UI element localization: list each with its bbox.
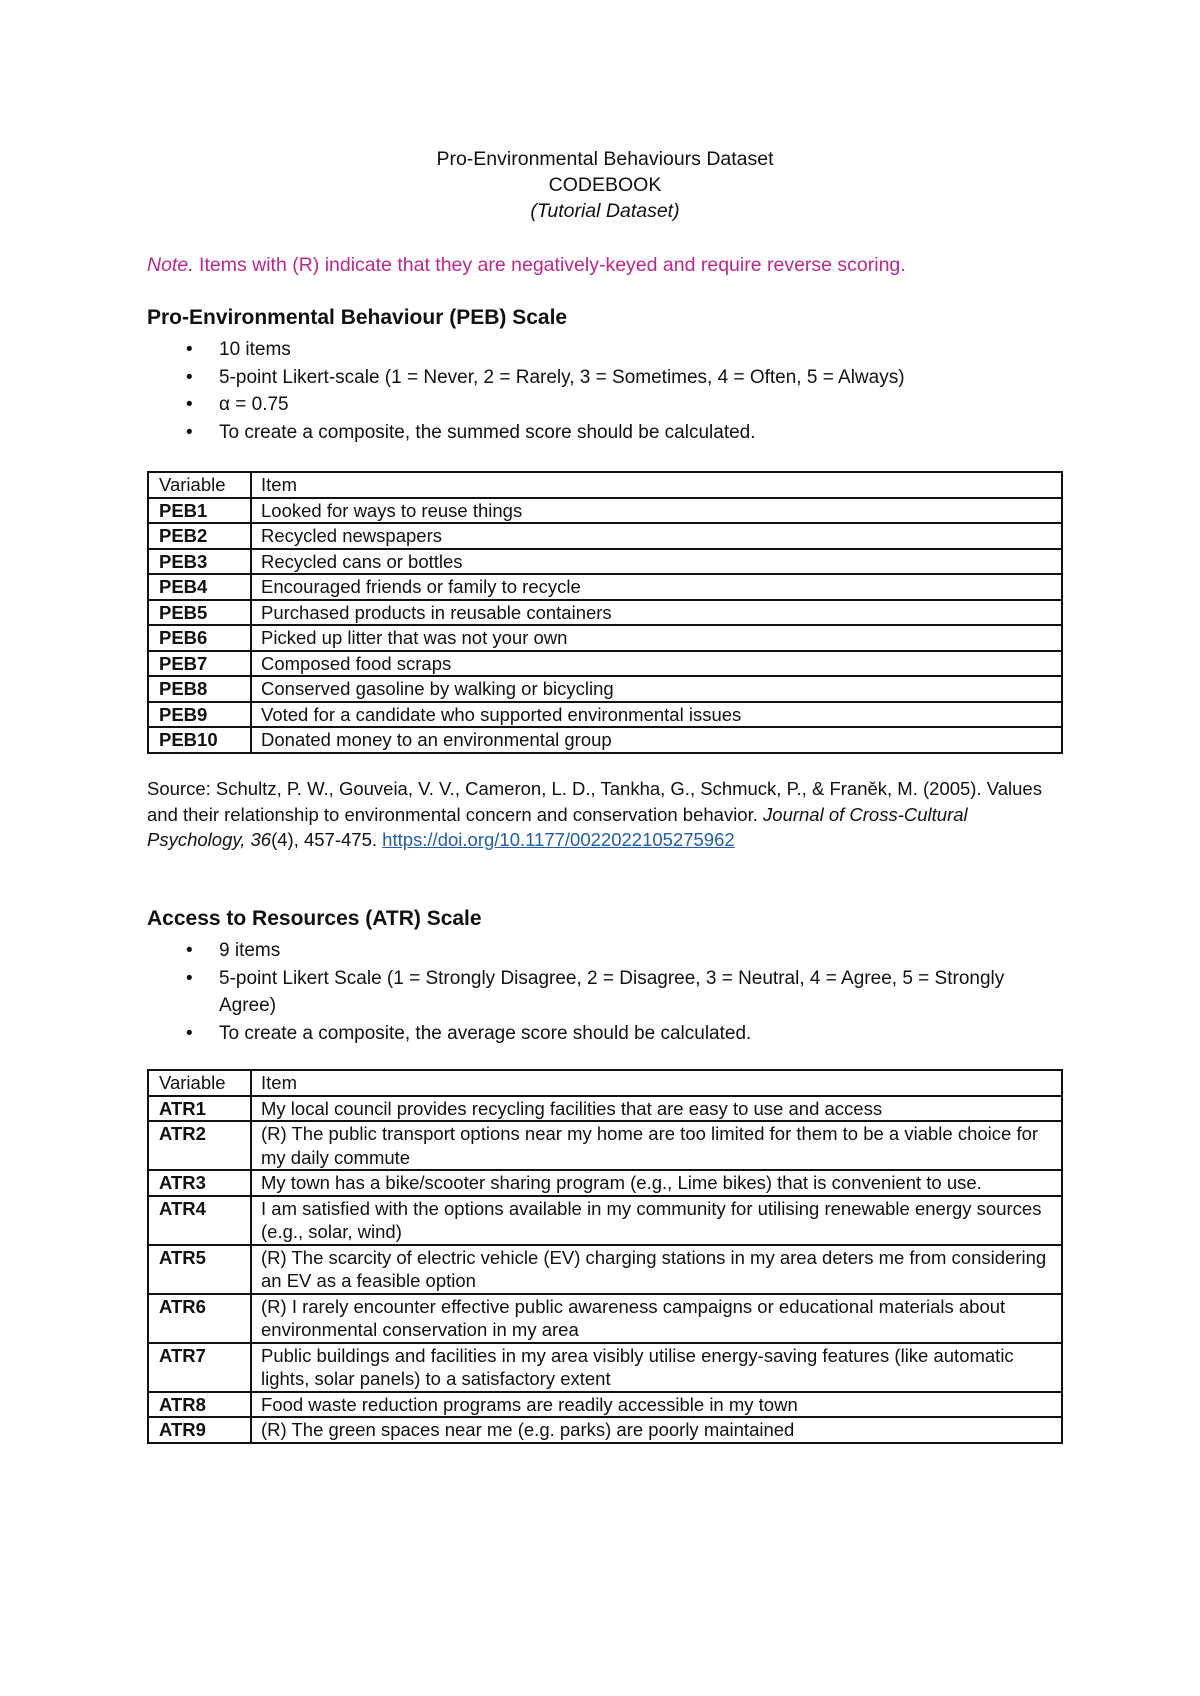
- variable-cell: PEB10: [148, 727, 251, 753]
- list-item: • α = 0.75: [147, 391, 1063, 419]
- item-cell: I am satisfied with the options available in my community for utilising renewable energy sources (e.g., solar, wind): [251, 1196, 1062, 1245]
- peb-table: [147, 471, 1063, 754]
- variable-cell: PEB1: [148, 498, 251, 524]
- list-item: • 5-point Likert Scale (1 = Strongly Disagree, 2 = Disagree, 3 = Neutral, 4 = Agree, 5 = Strongly Agree): [147, 965, 1063, 1020]
- note-label: Note.: [147, 254, 194, 276]
- table-row: [148, 651, 1062, 677]
- variable-cell: PEB6: [148, 625, 251, 651]
- list-item: • To create a composite, the average score should be calculated.: [147, 1020, 1063, 1048]
- variable-cell: ATR3: [148, 1170, 251, 1196]
- variable-cell: PEB8: [148, 676, 251, 702]
- reverse-scoring-note: [147, 254, 906, 277]
- item-cell: Recycled newspapers: [251, 523, 1062, 549]
- table-row: [148, 1170, 1062, 1196]
- variable-cell: ATR5: [148, 1245, 251, 1294]
- doi-link[interactable]: https://doi.org/10.1177/0022022105275962: [382, 829, 735, 850]
- list-item: • To create a composite, the summed score should be calculated.: [147, 419, 1063, 447]
- variable-cell: ATR2: [148, 1121, 251, 1170]
- peb-bullet-list: [147, 336, 1063, 446]
- list-item: • 10 items: [147, 336, 1063, 364]
- variable-cell: PEB3: [148, 549, 251, 575]
- column-header-variable: Variable: [148, 1070, 251, 1096]
- variable-cell: PEB9: [148, 702, 251, 728]
- note-text: Items with (R) indicate that they are negatively-keyed and require reverse scoring.: [193, 254, 906, 276]
- atr-section-title: Access to Resources (ATR) Scale: [147, 907, 482, 930]
- item-cell: Recycled cans or bottles: [251, 549, 1062, 575]
- item-cell: (R) The public transport options near my home are too limited for them to be a viable choice for my daily commute: [251, 1121, 1062, 1170]
- table-row: [148, 625, 1062, 651]
- document-title: Pro-Environmental Behaviours Dataset: [436, 148, 774, 170]
- atr-bullet-list: [147, 937, 1063, 1047]
- item-cell: Donated money to an environmental group: [251, 727, 1062, 753]
- variable-cell: ATR9: [148, 1417, 251, 1443]
- table-row: [148, 549, 1062, 575]
- item-cell: Picked up litter that was not your own: [251, 625, 1062, 651]
- table-row: [148, 1245, 1062, 1294]
- peb-source-citation: [147, 776, 1063, 853]
- item-cell: (R) The green spaces near me (e.g. parks) are poorly maintained: [251, 1417, 1062, 1443]
- table-header-row: [148, 1070, 1062, 1096]
- item-cell: Composed food scraps: [251, 651, 1062, 677]
- variable-cell: ATR8: [148, 1392, 251, 1418]
- citation-issue-pages: (4), 457-475.: [271, 829, 383, 850]
- variable-cell: ATR1: [148, 1096, 251, 1122]
- table-row: [148, 727, 1062, 753]
- table-header-row: [148, 472, 1062, 498]
- item-cell: My local council provides recycling facilities that are easy to use and access: [251, 1096, 1062, 1122]
- item-cell: Voted for a candidate who supported environmental issues: [251, 702, 1062, 728]
- item-cell: (R) The scarcity of electric vehicle (EV) charging stations in my area deters me from considering an EV as a feasible option: [251, 1245, 1062, 1294]
- item-cell: (R) I rarely encounter effective public awareness campaigns or educational materials about environmental conservation in my area: [251, 1294, 1062, 1343]
- variable-cell: PEB2: [148, 523, 251, 549]
- table-row: [148, 574, 1062, 600]
- table-row: [148, 1417, 1062, 1443]
- column-header-item: Item: [251, 1070, 1062, 1096]
- table-row: [148, 523, 1062, 549]
- item-cell: Purchased products in reusable containers: [251, 600, 1062, 626]
- column-header-item: Item: [251, 472, 1062, 498]
- table-row: [148, 702, 1062, 728]
- table-row: [148, 1196, 1062, 1245]
- table-row: [148, 498, 1062, 524]
- citation-journal: Journal of Cross-Cultural Psychology, 36: [147, 803, 968, 850]
- variable-cell: PEB7: [148, 651, 251, 677]
- variable-cell: ATR6: [148, 1294, 251, 1343]
- item-cell: My town has a bike/scooter sharing program (e.g., Lime bikes) that is convenient to use.: [251, 1170, 1062, 1196]
- list-item: • 9 items: [147, 937, 1063, 965]
- item-cell: Public buildings and facilities in my area visibly utilise energy-saving features (like automatic lights, solar panels) to a satisfactory extent: [251, 1343, 1062, 1392]
- variable-cell: PEB5: [148, 600, 251, 626]
- table-row: [148, 1392, 1062, 1418]
- variable-cell: ATR7: [148, 1343, 251, 1392]
- item-cell: Food waste reduction programs are readily accessible in my town: [251, 1392, 1062, 1418]
- citation-text: Source: Schultz, P. W., Gouveia, V. V., Cameron, L. D., Tankha, G., Schmuck, P., & Franěk, M. (2005). Values and their relationship to environmental concern and conservation behavior.: [147, 778, 1042, 825]
- table-row: [148, 1121, 1062, 1170]
- table-row: [148, 1343, 1062, 1392]
- peb-section-title: Pro-Environmental Behaviour (PEB) Scale: [147, 306, 568, 329]
- item-cell: Looked for ways to reuse things: [251, 498, 1062, 524]
- variable-cell: ATR4: [148, 1196, 251, 1245]
- column-header-variable: Variable: [148, 472, 251, 498]
- variable-cell: PEB4: [148, 574, 251, 600]
- table-row: [148, 1096, 1062, 1122]
- table-row: [148, 600, 1062, 626]
- document-subtitle: CODEBOOK: [548, 174, 662, 196]
- table-row: [148, 1294, 1062, 1343]
- item-cell: Conserved gasoline by walking or bicycling: [251, 676, 1062, 702]
- item-cell: Encouraged friends or family to recycle: [251, 574, 1062, 600]
- list-item: • 5-point Likert-scale (1 = Never, 2 = Rarely, 3 = Sometimes, 4 = Often, 5 = Always): [147, 364, 1063, 392]
- document-header: [147, 146, 1063, 224]
- document-subtitle-note: (Tutorial Dataset): [530, 200, 680, 222]
- atr-table: [147, 1069, 1063, 1444]
- table-row: [148, 676, 1062, 702]
